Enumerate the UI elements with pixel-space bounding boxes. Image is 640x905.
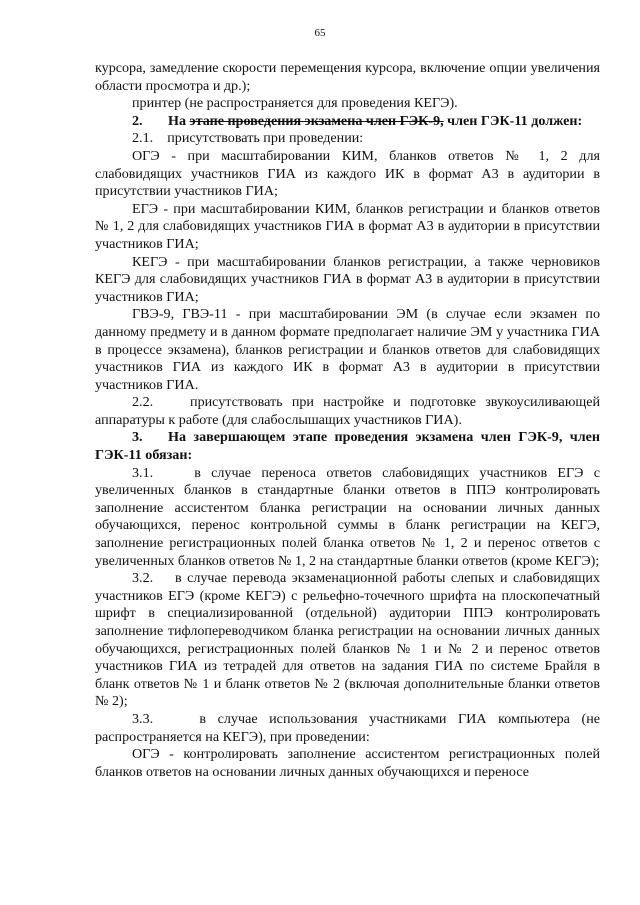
paragraph: ЕГЭ - при масштабировании КИМ, бланков регистрации и бланков ответов № 1, 2 для слабовидящих участников ГИА в формат А3 в аудитории в присутствии участников ГИА;: [95, 200, 600, 252]
paragraph: курсора, замедление скорости перемещения курсора, включение опции увеличения области просмотра и др.);: [95, 60, 600, 94]
paragraph: 2.2. присутствовать при настройке и подготовке звукоусиливающей аппаратуры к работе (для слабослышащих участников ГИА).: [95, 394, 600, 428]
heading-text: На завершающем этапе проведения экзамена член ГЭК-9, член ГЭК-11 обязан:: [95, 429, 600, 464]
paragraph: 3.1. в случае переноса ответов слабовидящих участников ЕГЭ с увеличенных бланков в стандартные бланки ответов в ППЭ контролировать заполнение ассистентом бланка регистрации на основании личных данных обучающихся, перенос контрольной суммы в бланк регистрации на КЕГЭ, заполнение регистрационных полей бланка ответов № 1, 2 и перенос ответов с увеличенных бланков ответов № 1, 2 на стандартные бланки ответов (кроме КЕГЭ);: [95, 464, 600, 569]
paragraph: 3.2. в случае перевода экзаменационной работы слепых и слабовидящих участников ЕГЭ (кроме КЕГЭ) с рельефно-точечного шрифта на плоскопечатный шрифт в специализированной (отдельной) аудитории ППЭ контролировать заполнение тифлопереводчиком бланка регистрации на основании личных данных обучающихся, регистрационных полей бланков № 1 и № 2 и перенос ответов участников ГИА из тетрадей для ответов на задания ГИА по системе Брайля в бланк ответов № 1 и бланк ответов № 2 (включая дополнительные бланки ответов № 2);: [95, 570, 600, 710]
paragraph: ОГЭ - контролировать заполнение ассистентом регистрационных полей бланков ответов на основании личных данных обучающихся и переносе: [95, 746, 600, 780]
paragraph: ГВЭ-9, ГВЭ-11 - при масштабировании ЭМ (в случае если экзамен по данному предмету и в данном формате предполагает наличие ЭМ у участника ГИА в процессе экзамена), бланков регистрации и бланков ответов для слабовидящих участников ГИА из каждого ИК в формат А3 в аудитории в присутствии участников ГИА.: [95, 306, 600, 393]
section-heading-2: [95, 113, 600, 131]
paragraph: 3.3. в случае использования участниками ГИА компьютера (не распространяется на КЕГЭ), при проведении:: [95, 710, 600, 745]
struck-text: этапе проведения экзамена член ГЭК-9,: [189, 112, 444, 129]
paragraph: ОГЭ - при масштабировании КИМ, бланков ответов № 1, 2 для слабовидящих участников ГИА из каждого ИК в формат А3 в аудитории в присутствии участников ГИА;: [95, 147, 600, 200]
paragraph: 2.1. присутствовать при проведении:: [132, 130, 364, 147]
paragraph: КЕГЭ - при масштабировании бланков регистрации, а также черновиков КЕГЭ для слабовидящих участников ГИА в формат А3 в аудитории в присутствии участников ГИА;: [95, 253, 600, 305]
document-body: [95, 60, 600, 781]
heading-text: член ГЭК-11 должен:: [443, 112, 583, 129]
paragraph: принтер (не распространяется для проведения КЕГЭ).: [132, 95, 458, 112]
heading-text: На: [168, 112, 190, 129]
section-heading-3: [95, 429, 600, 464]
section-number: 3.: [132, 429, 143, 446]
page-number: 65: [314, 27, 326, 39]
section-number: 2.: [132, 112, 143, 129]
